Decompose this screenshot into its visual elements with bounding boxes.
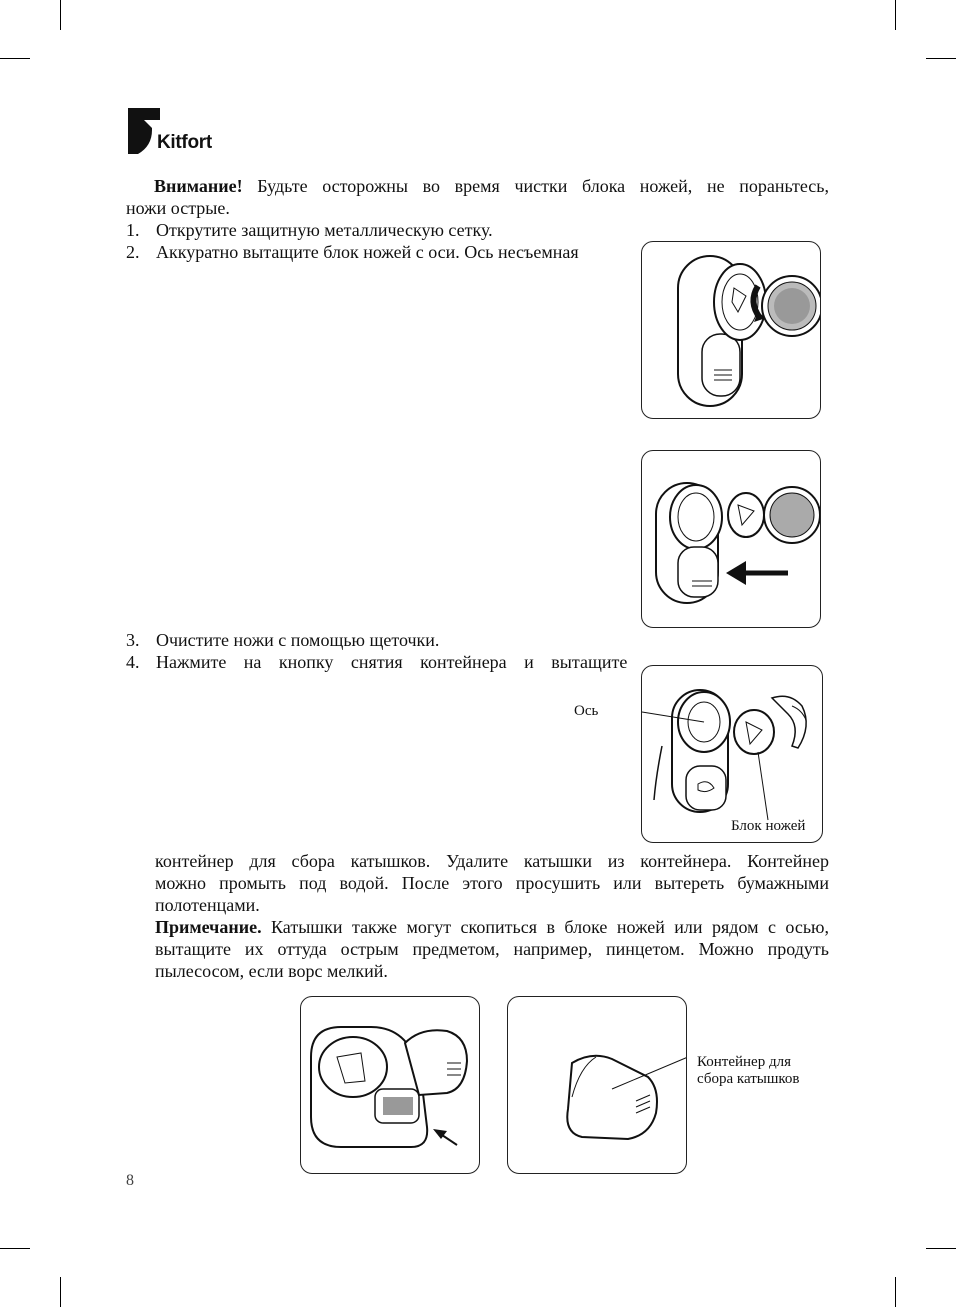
step-2 <box>126 241 579 263</box>
label-axis: Ось <box>574 703 599 719</box>
note-line1: Катышки также могут скопиться в блоке ножей или рядом с осью, <box>261 917 829 937</box>
figure-container-removal <box>300 996 480 1174</box>
step-text: Нажмите на кнопку снятия контейнера и вытащите <box>156 652 628 672</box>
crop-mark <box>60 1277 61 1307</box>
note-line2: вытащите их оттуда острым предметом, например, пинцетом. Можно продуть <box>155 939 829 959</box>
step-4-line1: контейнер для сбора катышков. Удалите катышки из контейнера. Контейнер <box>155 851 829 871</box>
illustration-lint-container <box>508 997 686 1173</box>
label-container <box>697 1054 800 1088</box>
figure-unscrew-mesh <box>641 241 821 419</box>
crop-mark <box>0 58 30 59</box>
illustration-axis-blades <box>642 666 822 842</box>
crop-mark <box>895 1277 896 1307</box>
label-container-line1: Контейнер для <box>697 1054 791 1070</box>
figure-container <box>507 996 687 1174</box>
note-line3: пылесосом, если ворс мелкий. <box>155 961 388 981</box>
warning-paragraph <box>126 175 829 219</box>
step-3 <box>126 629 439 651</box>
step-text: Открутите защитную металлическую сетку. <box>156 220 493 240</box>
note-label: Примечание. <box>155 917 262 937</box>
step-number: 4. <box>126 652 140 672</box>
brand-logo <box>126 106 226 158</box>
page-number: 8 <box>126 1172 134 1189</box>
illustration-shaver-unscrew <box>642 242 820 418</box>
label-blade-block: Блок ножей <box>731 818 806 834</box>
step-number: 3. <box>126 630 140 650</box>
warning-label: Внимание! <box>154 176 243 196</box>
step-text: Очистите ножи с помощью щеточки. <box>156 630 440 650</box>
illustration-container-removal <box>301 997 479 1173</box>
crop-mark <box>0 1248 30 1249</box>
step-4-line2: можно промыть под водой. После этого просушить или вытереть бумажными <box>155 873 829 893</box>
figure-axis-blades <box>641 665 823 843</box>
crop-mark <box>895 0 896 30</box>
brand-name: Kitfort <box>157 132 212 153</box>
crop-mark <box>926 1248 956 1249</box>
warning-text-line1: Будьте осторожны во время чистки блока ножей, не пораньтесь, <box>242 176 829 196</box>
illustration-shaver-remove-blades <box>642 451 820 627</box>
step-number: 1. <box>126 220 140 240</box>
step-4-line3: полотенцами. <box>155 895 260 915</box>
crop-mark <box>926 58 956 59</box>
warning-text-line2: ножи острые. <box>126 198 230 218</box>
figure-remove-blades <box>641 450 821 628</box>
step-number: 2. <box>126 242 140 262</box>
step-text: Аккуратно вытащите блок ножей с оси. Ось несъемная <box>156 242 579 262</box>
step-4 <box>126 651 627 673</box>
step-1 <box>126 219 493 241</box>
step-4-continued <box>155 850 829 916</box>
label-container-line2: сбора катышков <box>697 1071 800 1087</box>
crop-mark <box>60 0 61 30</box>
note-paragraph <box>155 916 829 982</box>
